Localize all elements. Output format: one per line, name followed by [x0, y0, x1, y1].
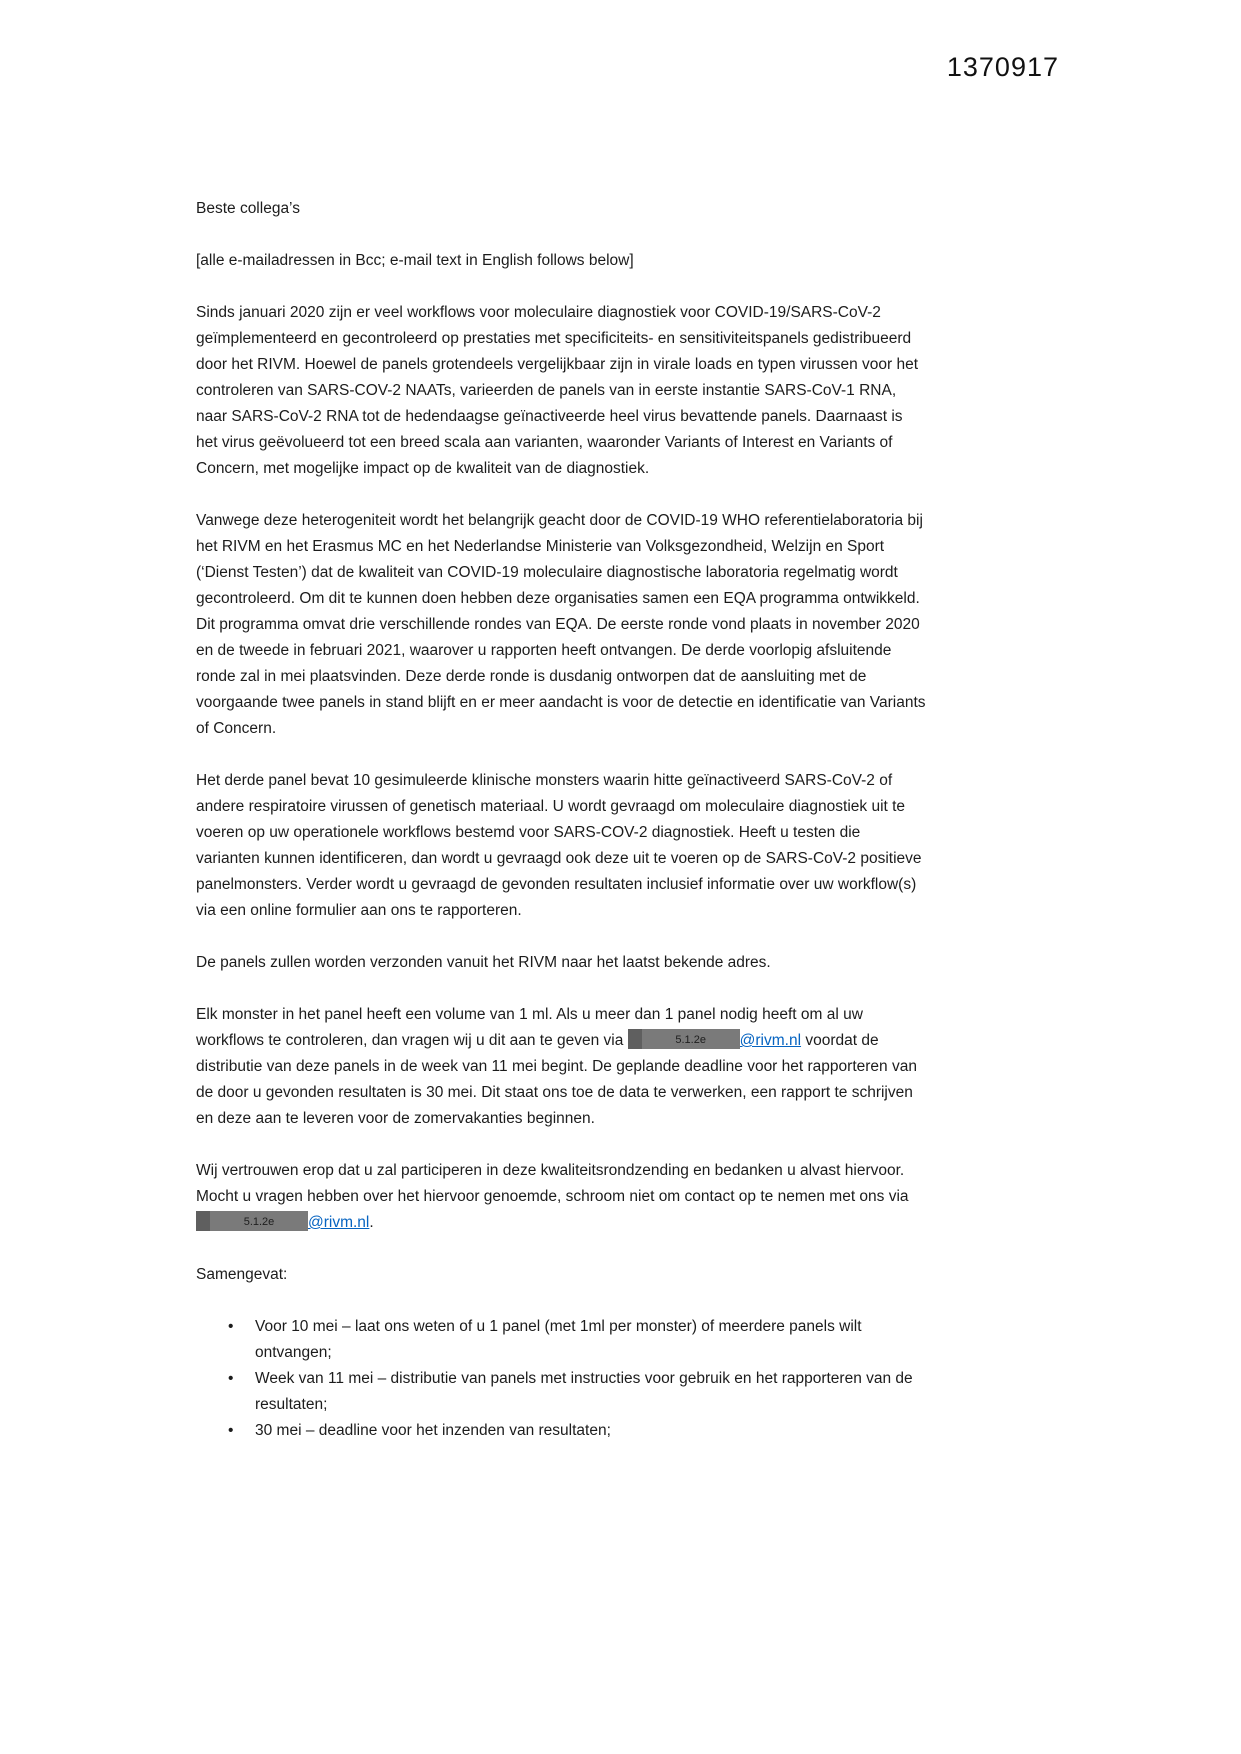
paragraph-volume-text-before: Elk monster in het panel heeft een volume van 1 ml. Als u meer dan 1 panel nodig heeft om al uw workflows te controleren, dan vragen wij u dit aan te geven via [196, 1006, 863, 1049]
letter-body [196, 196, 926, 1444]
paragraph-volume [196, 1002, 926, 1132]
paragraph-contact [196, 1158, 926, 1236]
paragraph-heterogeneity: Vanwege deze heterogeniteit wordt het belangrijk geacht door de COVID-19 WHO referentielaboratoria bij het RIVM en het Erasmus MC en het Nederlandse Ministerie van Volksgezondheid, Welzijn en Sport (‘Dienst Testen’) dat de kwaliteit van COVID-19 moleculaire diagnostische laboratoria regelmatig wordt gecontroleerd. Om dit te kunnen doen hebben deze organisaties samen een EQA programma ontwikkeld. Dit programma omvat drie verschillende rondes van EQA. De eerste ronde vond plaats in november 2020 en de tweede in februari 2021, waarover u rapporten heeft ontvangen. De derde voorlopig afsluitende ronde zal in mei plaatsvinden. Deze derde ronde is dusdanig ontworpen dat de aansluiting met de voorgaande twee panels in stand blijft en er meer aandacht is voor de detectie en identificatie van Variants of Concern. [196, 512, 926, 737]
redaction-label-1: 5.1.2e [675, 1033, 706, 1046]
salutation: Beste collega’s [196, 200, 300, 217]
summary-item-2: • Week van 11 mei – distributie van panels met instructies voor gebruik en het rapporteren van de resultaten; [228, 1366, 926, 1418]
paragraph-contact-text-after: . [369, 1214, 374, 1231]
document-number: 1370917 [946, 52, 1059, 82]
email-link-1[interactable]: @rivm.nl [739, 1032, 802, 1049]
summary-heading: Samengevat: [196, 1266, 288, 1283]
redaction-box-1 [628, 1029, 740, 1049]
summary-list [196, 1314, 926, 1444]
paragraph-third-panel: Het derde panel bevat 10 gesimuleerde klinische monsters waarin hitte geïnactiveerd SARS-CoV-2 of andere respiratoire virussen of genetisch materiaal. U wordt gevraagd om moleculaire diagnostiek uit te voeren op uw operationele workflows bestemd voor SARS-COV-2 diagnostiek. Heeft u testen die varianten kunnen identificeren, dan wordt u gevraagd ook deze uit te voeren op de SARS-CoV-2 positieve panelmonsters. Verder wordt u gevraagd de gevonden resultaten inclusief informatie over uw workflow(s) via een online formulier aan ons te rapporteren. [196, 772, 922, 919]
summary-item-1: • Voor 10 mei – laat ons weten of u 1 panel (met 1ml per monster) of meerdere panels wilt ontvangen; [228, 1314, 926, 1366]
paragraph-intro: Sinds januari 2020 zijn er veel workflows voor moleculaire diagnostiek voor COVID-19/SARS-CoV-2 geïmplementeerd en gecontroleerd op prestaties met specificiteits- en sensitiviteitspanels gedistribueerd door het RIVM. Hoewel de panels grotendeels vergelijkbaar zijn in virale loads en typen virussen voor het controleren van SARS-COV-2 NAATs, varieerden de panels van in eerste instantie SARS-CoV-1 RNA, naar SARS-CoV-2 RNA tot de hedendaagse geïnactiveerde heel virus bevattende panels. Daarnaast is het virus geëvolueerd tot een breed scala aan varianten, waaronder Variants of Interest en Variants of Concern, met mogelijke impact op de kwaliteit van de diagnostiek. [196, 304, 919, 477]
email-link-2[interactable]: @rivm.nl [308, 1214, 370, 1231]
paragraph-shipping: De panels zullen worden verzonden vanuit het RIVM naar het laatst bekende adres. [196, 954, 771, 971]
paragraph-contact-text-before: Wij vertrouwen erop dat u zal participeren in deze kwaliteitsrondzending en bedanken u alvast hiervoor. Mocht u vragen hebben over het hiervoor genoemde, schroom niet om contact op te nemen met ons via [196, 1162, 909, 1205]
redaction-box-2 [196, 1211, 308, 1231]
summary-item-3: • 30 mei – deadline voor het inzenden van resultaten; [228, 1418, 926, 1444]
paragraph-volume-text-after: voordat de distributie van deze panels in de week van 11 mei begint. De geplande deadline voor het rapporteren van de door u gevonden resultaten is 30 mei. Dit staat ons toe de data te verwerken, een rapport te schrijven en deze aan te leveren voor de zomervakanties beginnen. [196, 1032, 917, 1127]
redaction-label-2: 5.1.2e [243, 1215, 275, 1228]
bcc-note: [alle e-mailadressen in Bcc; e-mail text in English follows below] [196, 252, 634, 269]
